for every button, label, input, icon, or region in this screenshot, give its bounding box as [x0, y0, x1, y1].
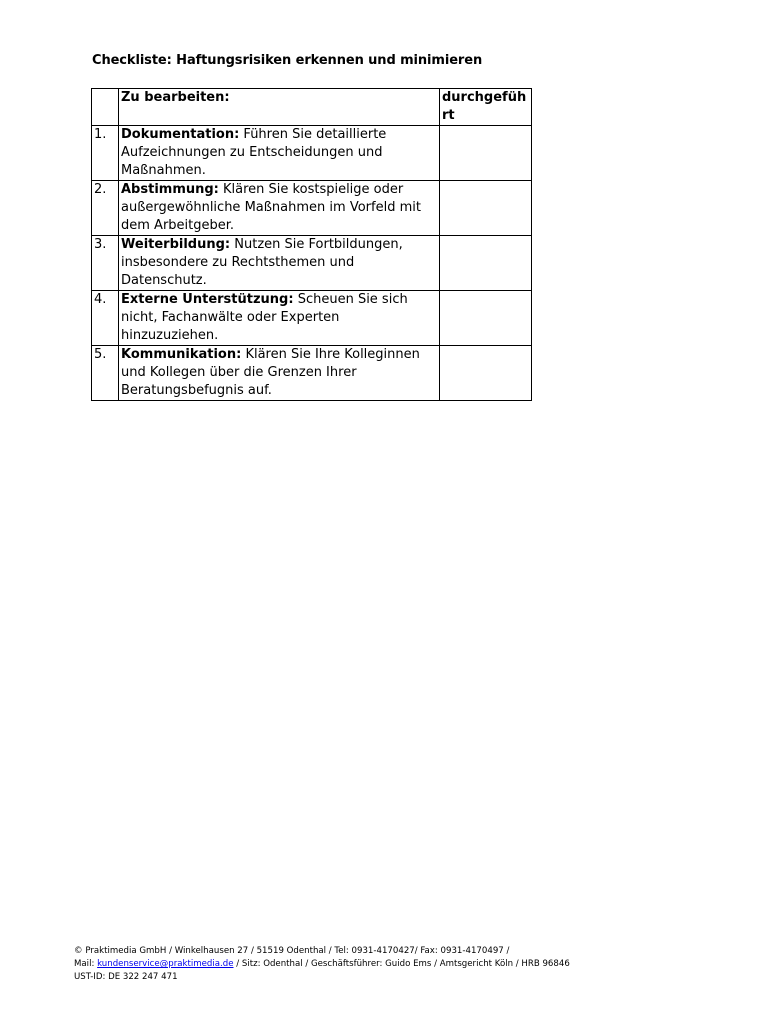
- table-header-row: [92, 89, 532, 126]
- table-row: [92, 181, 532, 236]
- table-row: [92, 236, 532, 291]
- footer-registry: / Sitz: Odenthal / Geschäftsführer: Guido Ems / Amtsgericht Köln / HRB 96846: [233, 959, 570, 969]
- row-text: Nutzen Sie Fortbildungen, insbesondere zu Rechtsthemen und Datenschutz.: [121, 237, 403, 288]
- row-task: [119, 126, 440, 181]
- header-number: [92, 89, 119, 126]
- row-done-cell[interactable]: [440, 126, 532, 181]
- row-text: Klären Sie Ihre Kolleginnen und Kollegen über die Grenzen Ihrer Beratungsbefugnis auf.: [121, 347, 420, 398]
- row-number: 1.: [92, 126, 119, 181]
- footer-line-vat: UST-ID: DE 322 247 471: [74, 972, 178, 982]
- row-keyword: Weiterbildung:: [121, 237, 231, 252]
- header-done: durchgeführt: [440, 89, 532, 126]
- footer-mail-label: Mail:: [74, 959, 98, 969]
- row-task: [119, 181, 440, 236]
- row-done-cell[interactable]: [440, 181, 532, 236]
- row-done-cell[interactable]: [440, 291, 532, 346]
- row-task: [119, 236, 440, 291]
- footer-line-company: © Praktimedia GmbH / Winkelhausen 27 / 51519 Odenthal / Tel: 0931-4170427/ Fax: 0931-4170497 /: [74, 946, 510, 956]
- table-row: [92, 291, 532, 346]
- row-keyword: Dokumentation:: [121, 127, 240, 142]
- row-done-cell[interactable]: [440, 236, 532, 291]
- row-done-cell[interactable]: [440, 346, 532, 401]
- row-text: Führen Sie detaillierte Aufzeichnungen zu Entscheidungen und Maßnahmen.: [121, 127, 387, 178]
- row-keyword: Kommunikation:: [121, 347, 242, 362]
- email-link[interactable]: kundenservice@praktimedia.de: [97, 959, 234, 969]
- page-footer: [74, 945, 570, 984]
- row-text: Scheuen Sie sich nicht, Fachanwälte oder Experten hinzuzuziehen.: [121, 292, 408, 343]
- row-number: 5.: [92, 346, 119, 401]
- document-title: Checkliste: Haftungsrisiken erkennen und minimieren: [92, 53, 483, 68]
- row-task: [119, 291, 440, 346]
- footer-line-contact: [74, 958, 570, 971]
- header-task: Zu bearbeiten:: [119, 89, 440, 126]
- row-number: 3.: [92, 236, 119, 291]
- table-row: [92, 346, 532, 401]
- row-number: 4.: [92, 291, 119, 346]
- row-task: [119, 346, 440, 401]
- checklist-table: [91, 88, 532, 401]
- row-text: Klären Sie kostspielige oder außergewöhnliche Maßnahmen im Vorfeld mit dem Arbeitgeber.: [121, 182, 421, 233]
- table-row: [92, 126, 532, 181]
- row-keyword: Abstimmung:: [121, 182, 219, 197]
- row-keyword: Externe Unterstützung:: [121, 292, 294, 307]
- row-number: 2.: [92, 181, 119, 236]
